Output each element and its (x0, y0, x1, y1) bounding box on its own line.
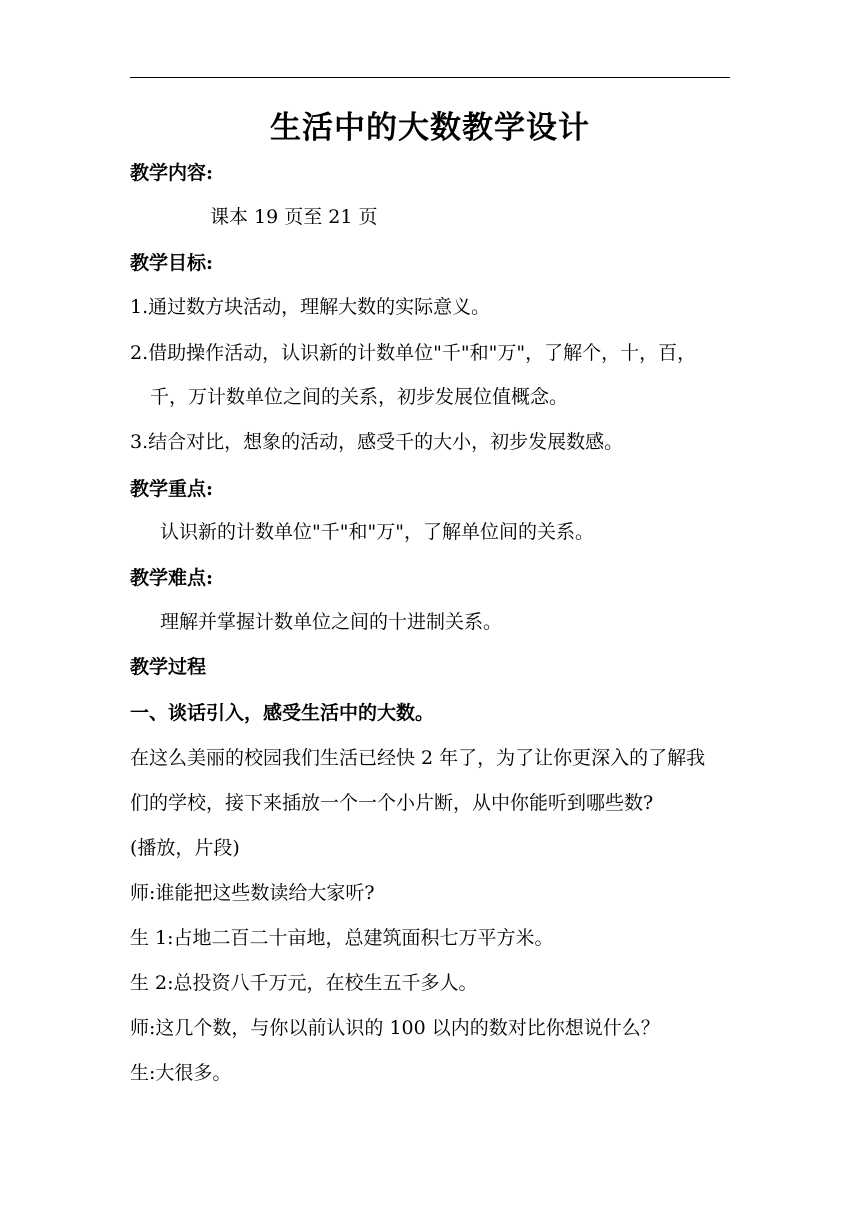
header-rule (130, 77, 730, 78)
body-line-8: 生:大很多。 (130, 1062, 232, 1084)
goal-item-3: 3.结合对比，想象的活动，感受千的大小，初步发展数感。 (130, 431, 624, 453)
goal-item-2-continued: 千，万计数单位之间的关系，初步发展位值概念。 (150, 386, 569, 408)
goal-item-2: 2.借助操作活动，认识新的计数单位"千"和"万"，了解个，十，百， (130, 342, 697, 364)
body-line-5: 生 1:占地二百二十亩地，总建筑面积七万平方米。 (130, 927, 554, 949)
body-line-4: 师:谁能把这些数读给大家听? (130, 882, 375, 904)
body-line-7: 师:这几个数，与你以前认识的 100 以内的数对比你想说什么？ (130, 1017, 660, 1039)
section-1-heading: 一、谈话引入，感受生活中的大数。 (130, 702, 435, 724)
key-text: 认识新的计数单位"千"和"万"，了解单位间的关系。 (160, 521, 594, 543)
body-line-6: 生 2:总投资八千万元，在校生五千多人。 (130, 972, 478, 994)
process-heading: 教学过程 (130, 656, 207, 678)
body-line-3: (播放，片段) (130, 837, 240, 859)
body-line-2: 们的学校，接下来插放一个一个小片断，从中你能听到哪些数? (130, 792, 654, 814)
goal-item-1: 1.通过数方块活动，理解大数的实际意义。 (130, 296, 491, 318)
key-heading: 教学重点: (130, 478, 214, 500)
goals-heading: 教学目标: (130, 252, 214, 274)
difficulty-text: 理解并掌握计数单位之间的十进制关系。 (160, 611, 503, 633)
document-title: 生活中的大数教学设计 (270, 110, 590, 146)
difficulty-heading: 教学难点: (130, 567, 214, 589)
content-heading: 教学内容: (130, 162, 214, 184)
content-text: 课本 19 页至 21 页 (210, 206, 378, 228)
body-line-1: 在这么美丽的校园我们生活已经快 2 年了，为了让你更深入的了解我 (130, 747, 706, 769)
